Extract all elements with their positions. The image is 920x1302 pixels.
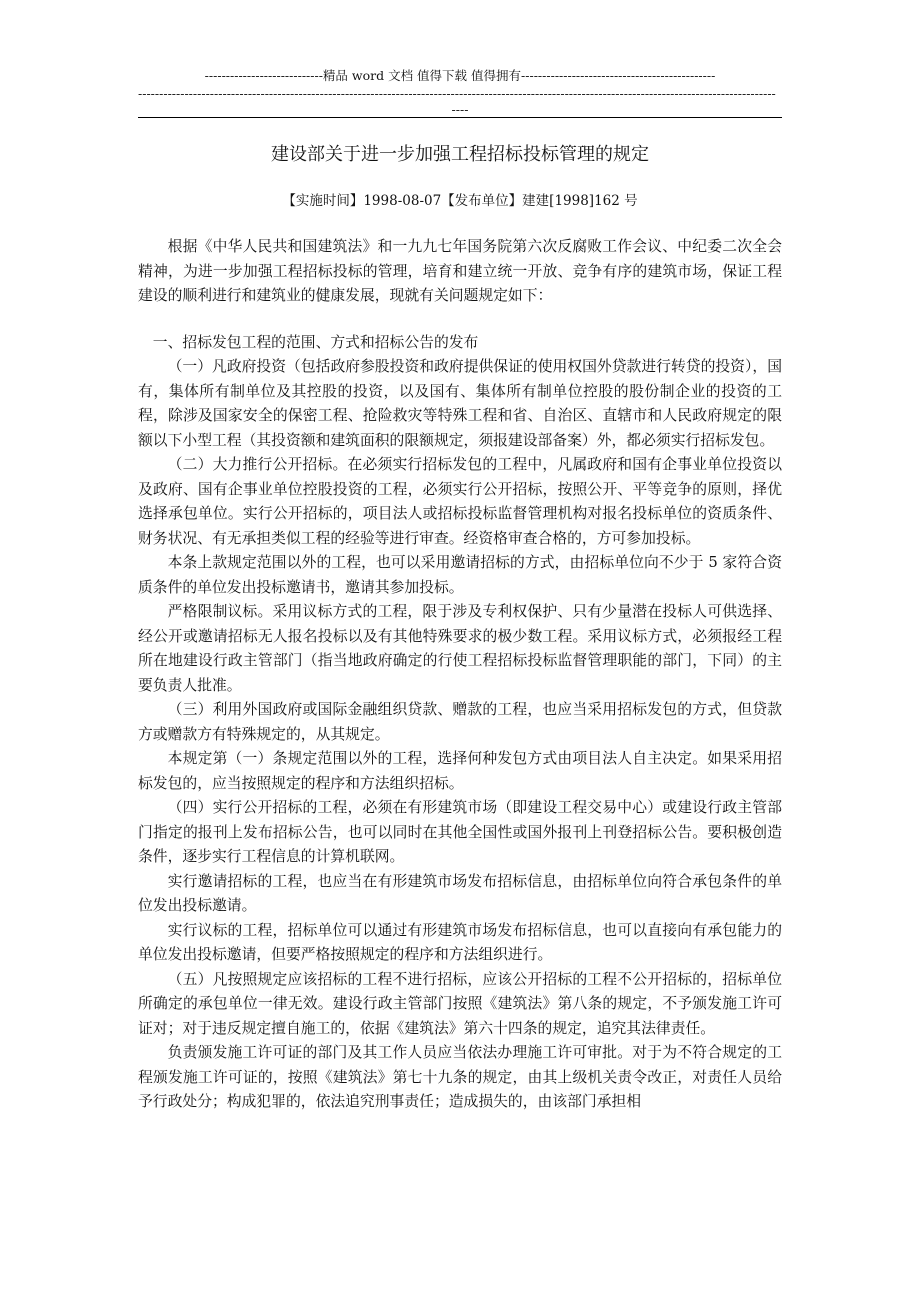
document-title: 建设部关于进一步加强工程招标投标管理的规定 (271, 144, 649, 165)
paragraph: 严格限制议标。采用议标方式的工程，限于涉及专利权保护、只有少量潜在投标人可供选择、经公开或邀请招标无人报名投标以及有其他特殊要求的极少数工程。采用议标方式，必须报经工程所在地建设行政主管部门（指当地政府确定的行使工程招标投标监督管理职能的部门，下同）的主要负责人批准。 (138, 603, 782, 694)
header-dash-line: ------------------------------------------------------------------------------------------------------------------------------------------------------- (138, 86, 776, 101)
paragraph: （五）凡按照规定应该招标的工程不进行招标，应该公开招标的工程不公开招标的，招标单位所确定的承包单位一律无效。建设行政主管部门按照《建筑法》第八条的规定，不予颁发施工许可证对；对于违反规定擅自施工的，依据《建筑法》第六十四条的规定，追究其法律责任。 (138, 970, 782, 1037)
paragraph: （二）大力推行公开招标。在必须实行招标发包的工程中，凡属政府和国有企事业单位投资以及政府、国有企事业单位控股投资的工程，必须实行公开招标，按照公开、平等竞争的原则，择优选择承包单位。实行公开招标的，项目法人或招标投标监督管理机构对报名投标单位的资质条件、财务状况、有无承担类似工程的经验等进行审查。经资格审查合格的，方可参加投标。 (138, 456, 782, 547)
paragraph: 负责颁发施工许可证的部门及其工作人员应当依法办理施工许可审批。对于为不符合规定的工程颁发施工许可证的，按照《建筑法》第七十九条的规定，由其上级机关责令改正，对责任人员给予行政处分；构成犯罪的，依法追究刑事责任；造成损失的，由该部门承担相 (138, 1044, 782, 1110)
section-body (138, 355, 782, 1115)
paragraph: 本条上款规定范围以外的工程，也可以采用邀请招标的方式，由招标单位向不少于 5 家符合资质条件的单位发出投标邀请书，邀请其参加投标。 (138, 554, 782, 596)
header-rule (138, 117, 782, 118)
paragraph: （四）实行公开招标的工程，必须在有形建筑市场（即建设工程交易中心）或建设行政主管部门指定的报刊上发布招标公告，也可以同时在其他全国性或国外报刊上刊登招标公告。要积极创造条件，逐步实行工程信息的计算机联网。 (138, 799, 782, 865)
intro-block (138, 235, 782, 309)
intro-paragraph: 根据《中华人民共和国建筑法》和一九九七年国务院第六次反腐败工作会议、中纪委二次全会精神，为进一步加强工程招标投标的管理，培育和建立统一开放、竞争有序的建筑市场，保证工程建设的顺利进行和建筑业的健康发展，现就有关问题规定如下： (138, 238, 782, 304)
paragraph: （一）凡政府投资（包括政府参股投资和政府提供保证的使用权国外贷款进行转贷的投资），国有，集体所有制单位及其控股的投资，以及国有、集体所有制单位控股的股份制企业的投资的工程，除涉及国家安全的保密工程、抢险救灾等特殊工程和省、自治区、直辖市和人民政府规定的限额以下小型工程（其投资额和建筑面积的限额规定，须报建设部备案）外，都必须实行招标发包。 (138, 358, 782, 449)
paragraph: 实行议标的工程，招标单位可以通过有形建筑市场发布招标信息，也可以直接向有承包能力的单位发出投标邀请，但要严格按照规定的程序和方法组织进行。 (138, 921, 782, 963)
paragraph: 实行邀请招标的工程，也应当在有形建筑市场发布招标信息，由招标单位向符合承包条件的单位发出投标邀请。 (138, 872, 782, 914)
paragraph: 本规定第（一）条规定范围以外的工程，选择何种发包方式由项目法人自主决定。如果采用招标发包的，应当按照规定的程序和方法组织招标。 (138, 750, 782, 792)
paragraph: （三）利用外国政府或国际金融组织贷款、赠款的工程，也应当采用招标发包的方式，但贷款方或赠款方有特殊规定的，从其规定。 (138, 701, 782, 743)
section-heading: 一、招标发包工程的范围、方式和招标公告的发布 (152, 334, 479, 351)
header-dash-tail: ---- (451, 102, 469, 117)
header-banner: ----------------------------精品 word 文档 值得下载 值得拥有---------------------------------------------- (204, 68, 716, 83)
document-meta: 【实施时间】1998-08-07【发布单位】建建[1998]162 号 (282, 193, 638, 209)
